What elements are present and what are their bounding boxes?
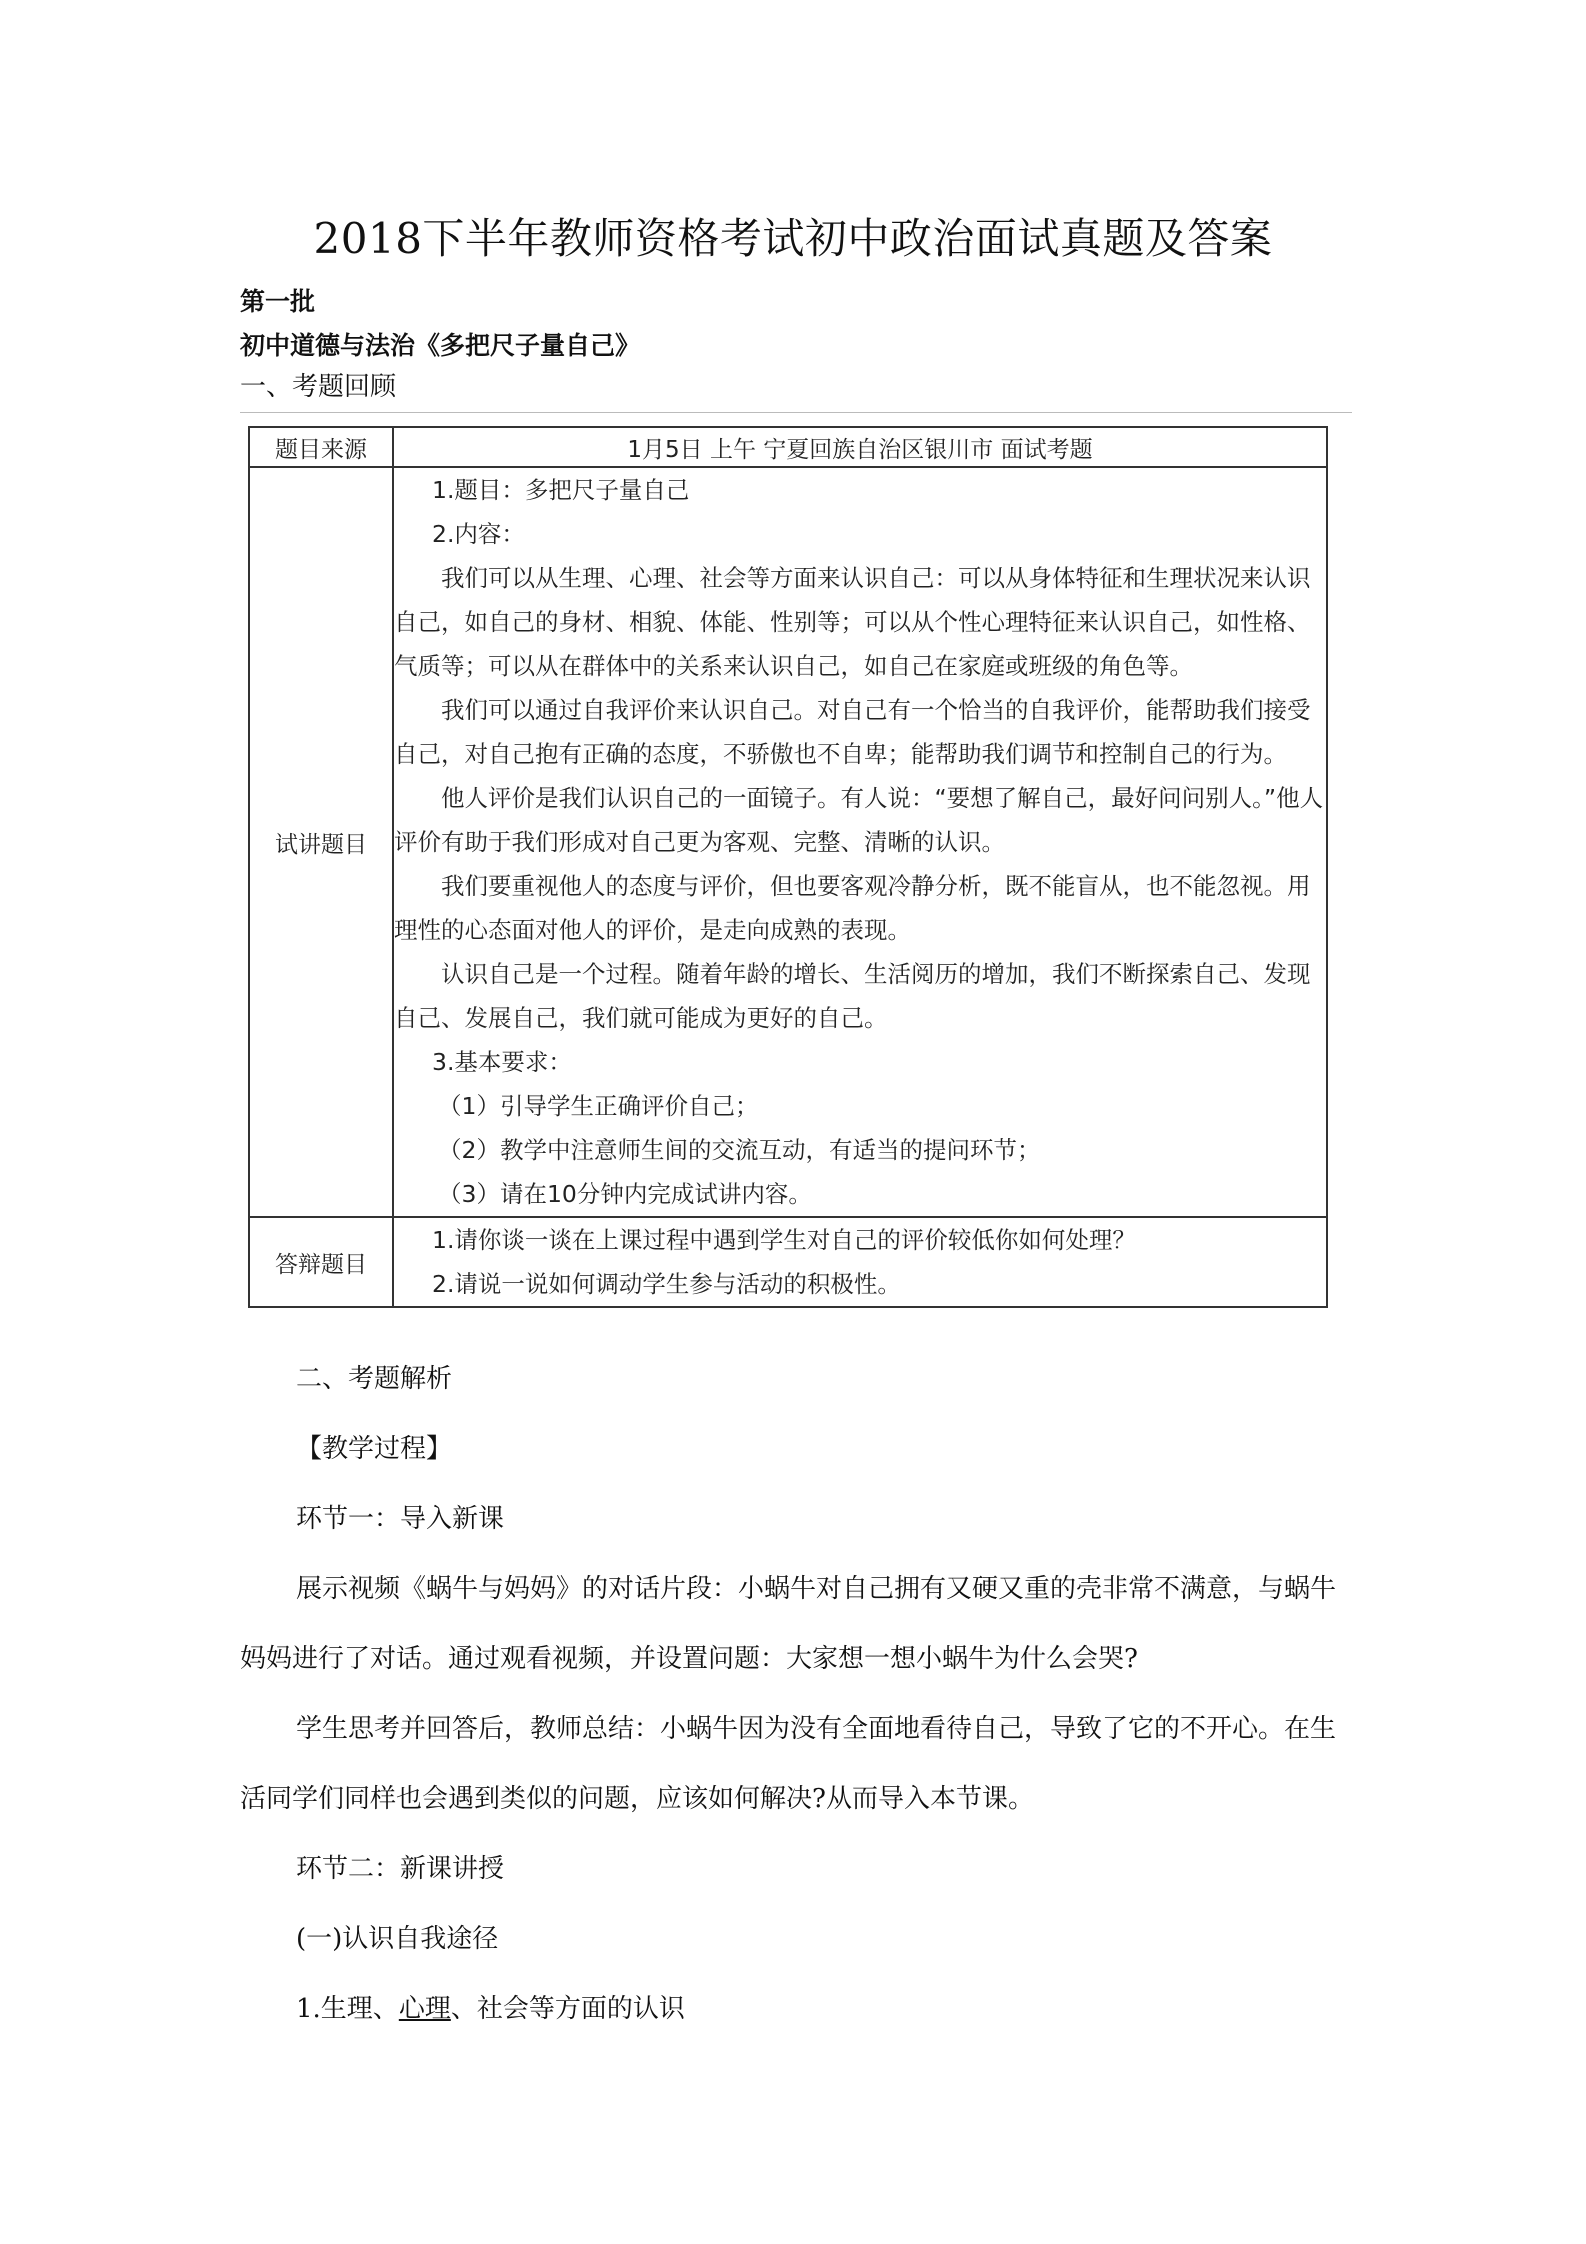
section-heading-analysis: 二、考题解析 (296, 1364, 453, 1394)
analysis-section (240, 1344, 1352, 2044)
lecture-paragraph: 我们要重视他人的态度与评价，但也要客观冷静分析，既不能盲从，也不能忽视。用理性的心态面对他人的评价，是走向成熟的表现。 (394, 872, 1311, 944)
divider-line (240, 412, 1352, 413)
row-label-lecture: 试讲题目 (249, 467, 393, 1217)
subsection-heading: (一)认识自我途径 (296, 1924, 499, 1954)
batch-label: 第一批 (240, 287, 316, 316)
lecture-line: 3.基本要求： (432, 1048, 572, 1076)
row-value-source: 1月5日 上午 宁夏回族自治区银川市 面试考题 (393, 427, 1327, 467)
list-item (240, 1974, 1352, 2044)
lecture-paragraph: 认识自己是一个过程。随着年龄的增长、生活阅历的增加，我们不断探索自己、发现自己、发展自己，我们就可能成为更好的自己。 (394, 960, 1311, 1032)
table-row (249, 427, 1327, 467)
row-label-source: 题目来源 (249, 427, 393, 467)
lecture-requirement: （3）请在10分钟内完成试讲内容。 (438, 1180, 812, 1208)
exam-table (248, 426, 1328, 1308)
lecture-paragraph: 我们可以从生理、心理、社会等方面来认识自己：可以从身体特征和生理状况来认识自己，如自己的身材、相貌、体能、性别等；可以从个性心理特征来认识自己，如性格、气质等；可以从在群体中的关系来认识自己，如自己在家庭或班级的角色等。 (394, 564, 1311, 680)
body-paragraph: 学生思考并回答后，教师总结：小蜗牛因为没有全面地看待自己，导致了它的不开心。在生活同学们同样也会遇到类似的问题，应该如何解决?从而导入本节课。 (240, 1714, 1337, 1814)
lecture-content (393, 467, 1327, 1217)
lecture-paragraph: 他人评价是我们认识自己的一面镜子。有人说：“要想了解自己，最好问问别人。”他人评价有助于我们形成对自己更为客观、完整、清晰的认识。 (394, 784, 1324, 856)
lecture-requirement: （1）引导学生正确评价自己； (438, 1092, 759, 1120)
defense-content (393, 1217, 1327, 1307)
step-heading: 环节二：新课讲授 (296, 1854, 505, 1884)
lecture-line: 1.题目：多把尺子量自己 (432, 476, 690, 504)
step-heading: 环节一：导入新课 (296, 1504, 505, 1534)
lesson-title: 初中道德与法治《多把尺子量自己》 (240, 331, 641, 360)
body-paragraph: 展示视频《蜗牛与妈妈》的对话片段：小蜗牛对自己拥有又硬又重的壳非常不满意，与蜗牛妈妈进行了对话。通过观看视频，并设置问题：大家想一想小蜗牛为什么会哭? (240, 1574, 1337, 1674)
page-title: 2018下半年教师资格考试初中政治面试真题及答案 (313, 214, 1273, 263)
defense-question: 2.请说一说如何调动学生参与活动的积极性。 (432, 1270, 901, 1298)
defense-question: 1.请你谈一谈在上课过程中遇到学生对自己的评价较低你如何处理？ (432, 1226, 1136, 1254)
underlined-term: 心理 (398, 1994, 451, 2024)
section-heading-review: 一、考题回顾 (240, 372, 397, 402)
process-heading: 【教学过程】 (296, 1434, 453, 1464)
row-label-defense: 答辩题目 (249, 1217, 393, 1307)
lecture-line: 2.内容： (432, 520, 525, 548)
list-item-text: 、社会等方面的认识 (450, 1994, 685, 2024)
lecture-paragraph: 我们可以通过自我评价来认识自己。对自己有一个恰当的自我评价，能帮助我们接受自己，对自己抱有正确的态度，不骄傲也不自卑；能帮助我们调节和控制自己的行为。 (394, 696, 1311, 768)
lecture-requirement: （2）教学中注意师生间的交流互动，有适当的提问环节； (438, 1136, 1041, 1164)
table-row (249, 467, 1327, 1217)
list-item-text: 1.生理、 (296, 1994, 399, 2024)
table-row (249, 1217, 1327, 1307)
